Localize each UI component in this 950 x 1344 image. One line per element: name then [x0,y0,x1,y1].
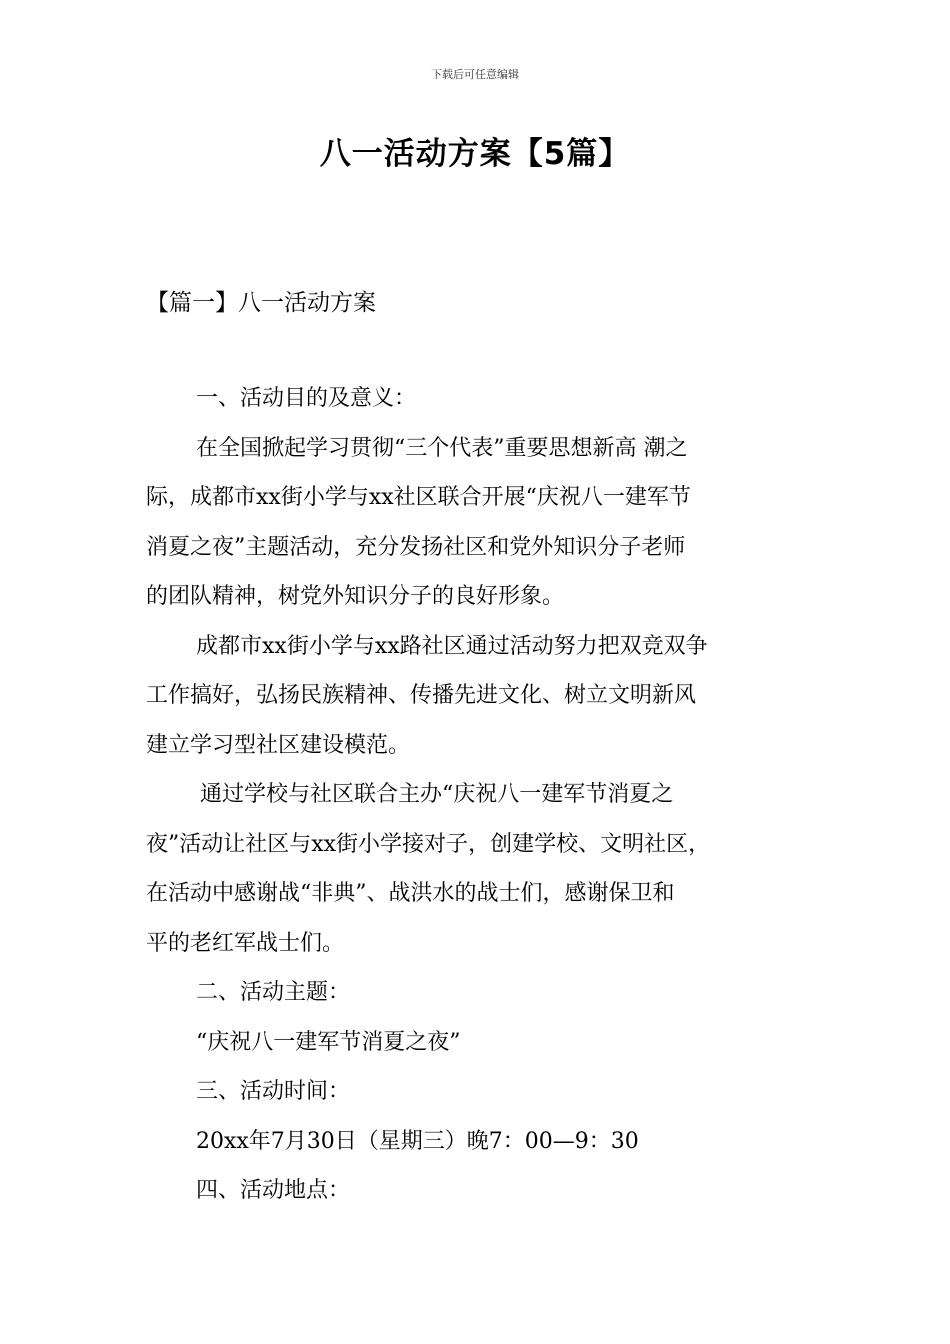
paragraph-line: 在全国掀起学习贯彻“三个代表”重要思想新高 潮之 [196,435,688,461]
paragraph-line: 在活动中感谢战“非典”、战洪水的战士们，感谢保卫和 [146,881,675,906]
subheading-theme: 二、活动主题： [196,980,351,1005]
theme-text: “庆祝八一建军节消夏之夜” [196,1029,461,1055]
paragraph-line: 际，成都市xx街小学与xx社区联合开展“庆祝八一建军节 [146,485,691,510]
paragraph-line: 工作搞好，弘扬民族精神、传播先进文化、树立文明新风 [146,683,697,708]
section-heading: 【篇一】八一活动方案 [146,290,376,316]
paragraph-line: 的团队精神，树党外知识分子的良好形象。 [146,584,565,609]
paragraph-line: 夜”活动让社区与xx街小学接对子，创建学校、文明社区， [146,831,711,857]
paragraph-line: 消夏之夜”主题活动，充分发扬社区和党外知识分子老师 [146,534,686,560]
document-title: 八一活动方案【5篇】 [319,136,631,172]
subheading-time: 三、活动时间： [196,1079,351,1104]
header-note: 下载后可任意编辑 [431,68,519,81]
paragraph-line: 建立学习型社区建设模范。 [146,732,411,758]
subheading-purpose: 一、活动目的及意义： [196,386,417,411]
document-body [146,374,811,1216]
time-text: 20xx年7月30日（星期三）晚7：00—9：30 [196,1128,639,1154]
paragraph-line: 平的老红军战士们。 [146,930,345,956]
paragraph-line: 通过学校与社区联合主办“庆祝八一建军节消夏之 [200,782,674,807]
paragraph-line: 成都市xx街小学与xx路社区通过活动努力把双竞双争 [196,633,708,659]
subheading-location: 四、活动地点： [196,1178,351,1203]
